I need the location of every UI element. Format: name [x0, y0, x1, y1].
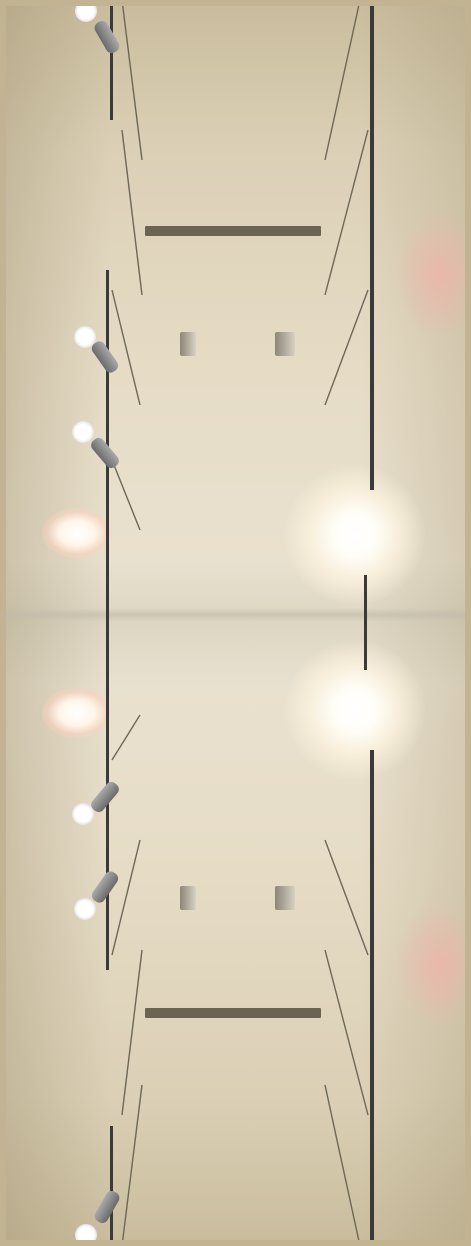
- fixture-3: [180, 886, 196, 910]
- spotlight-6: [75, 1224, 97, 1246]
- spotlight-3: [72, 421, 94, 443]
- beam-lower: [145, 1008, 321, 1018]
- beam-upper: [145, 226, 321, 236]
- fixture-4: [275, 886, 295, 910]
- spotlight-2: [74, 326, 96, 348]
- fixture-1: [180, 332, 196, 356]
- spotlight-5: [74, 898, 96, 920]
- spotlight-4: [72, 803, 94, 825]
- spotlight-1: [75, 0, 97, 22]
- fixture-2: [275, 332, 295, 356]
